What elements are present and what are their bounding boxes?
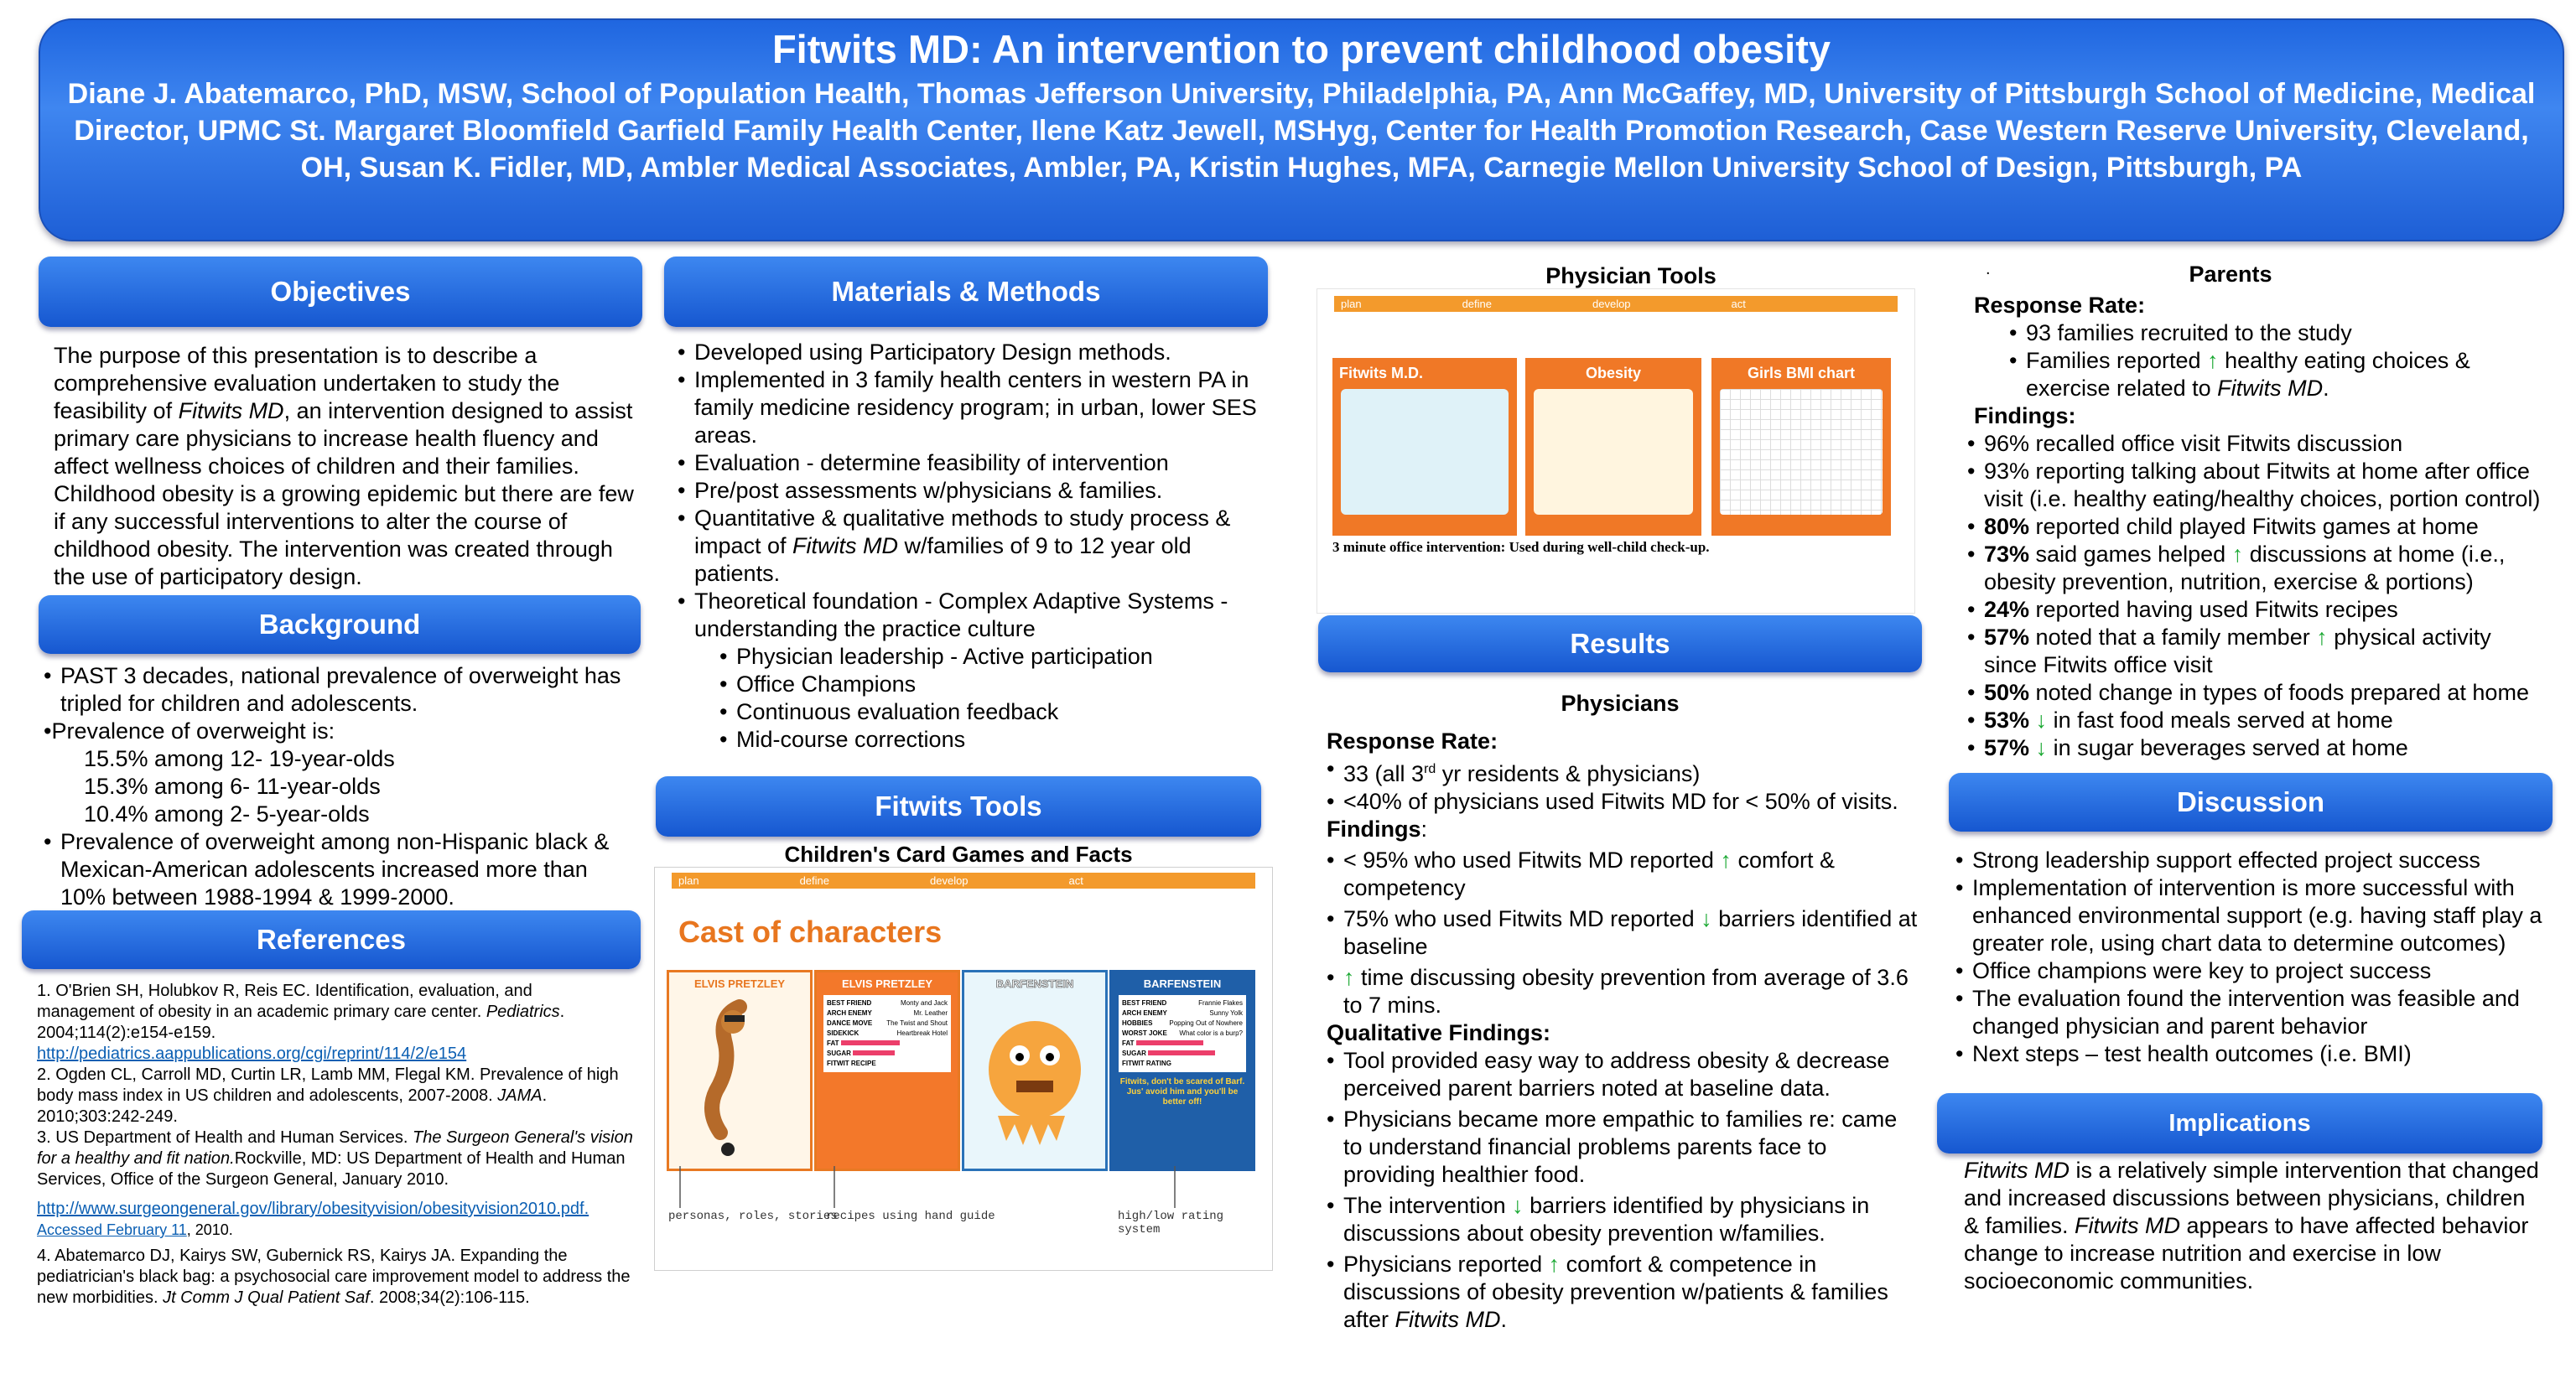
discussion-item: • The evaluation found the intervention was feasible and changed physician and parent behavior (1955, 985, 2549, 1040)
parents-findings-label: Findings: (1974, 403, 2076, 428)
parents-finding: • 80% reported child played Fitwits games at home (1967, 513, 2546, 541)
figure-label-rating: high/low rating system (1118, 1210, 1224, 1236)
results-heading: Results (1318, 615, 1922, 672)
background-rate-3: 10.4% among 2- 5-year-olds (84, 801, 370, 827)
physician-tools-figure (1317, 288, 1915, 614)
reference-4: 4. Abatemarco DJ, Kairys SW, Gubernick RS, Kairys JA. Expanding the pediatrician's black bag: a psychosocial care improvement model to address the new morbidities. Jt Comm J Qual Patient Saf. 2008;34(2):106-115. (37, 1247, 631, 1307)
parents-finding: • 57% noted that a family member ↑ physical activity since Fitwits office visit (1967, 624, 2546, 679)
decrease-arrow-icon: ↓ (1701, 906, 1712, 931)
physician-response-rate-label: Response Rate: (1327, 728, 1498, 754)
increase-arrow-icon: ↑ (1548, 1252, 1561, 1277)
decrease-arrow-icon: ↓ (1512, 1193, 1524, 1218)
discussion-heading: Discussion (1949, 773, 2553, 832)
figure-label-recipes: recipes using hand guide (826, 1210, 995, 1223)
methods-list (678, 339, 1265, 754)
background-prevalence-line: •Prevalence of overweight is: (44, 718, 335, 744)
physician-result: • 33 (all 3rd yr residents & physicians) (1327, 755, 1920, 788)
physician-tools-footer: 3 minute office intervention: Used during well-child check-up. (1332, 539, 1710, 555)
parents-dot: . (1986, 260, 1991, 278)
qualitative-result: • Physicians became more empathic to families re: came to understand financial problems parents face to providing healthier food. (1327, 1106, 1920, 1189)
parents-finding: • 57% ↓ in sugar beverages served at home (1967, 734, 2546, 762)
parents-result: • 93 families recruited to the study (2009, 319, 2546, 347)
parents-finding: • 93% reporting talking about Fitwits at home after office visit (i.e. healthy eating/healthy choices, portion control) (1967, 458, 2546, 513)
parents-finding: • 73% said games helped ↑ discussions at home (i.e., obesity prevention, nutrition, exercise & portions) (1967, 541, 2546, 596)
tools-caption: Children's Card Games and Facts (784, 842, 1133, 867)
objectives-text: The purpose of this presentation is to describe a comprehensive evaluation undertaken to study the feasibility of Fitwits MD, an intervention designed to assist primary care physicians to increase health fluency and affect wellness choices of children and their families. Childhood obesity is a growing epidemic but there are few if any successful interventions to alter the course of childhood obesity. The intervention was created through the use of participatory design. (54, 343, 634, 589)
physician-findings-label: Findings: (1327, 817, 1427, 842)
parents-finding: • 96% recalled office visit Fitwits discussion (1967, 430, 2546, 458)
methods-subitem: • Mid-course corrections (719, 726, 1265, 754)
reference-3-accessed[interactable]: Accessed February 11 (37, 1221, 187, 1238)
pretzel-character-icon (669, 990, 810, 1158)
methods-heading: Materials & Methods (664, 257, 1268, 327)
methods-item: • Theoretical foundation - Complex Adaptive Systems - understanding the practice culture (678, 588, 1265, 643)
qualitative-result: • The intervention ↓ barriers identified by physicians in discussions about obesity prevention w/families. (1327, 1192, 1920, 1247)
implications-text: Fitwits MD is a relatively simple intervention that changed and increased discussions between physicians, children & families. Fitwits MD appears to have affected behavior change to increase nutrition and exercise in low socioeconomic communities. (1964, 1158, 2539, 1293)
barfenstein-character-icon (964, 990, 1105, 1158)
methods-item: • Implemented in 3 family health centers in western PA in family medicine residency program; in urban, lower SES areas. (678, 366, 1265, 449)
physician-result: • 75% who used Fitwits MD reported ↓ barriers identified at baseline (1327, 905, 1920, 961)
author-affiliations: Diane J. Abatemarco, PhD, MSW, School of Population Health, Thomas Jefferson University, Philadelphia, PA, Ann McGaffey, MD, University of Pittsburgh School of Medicine, Medical Director, UPMC St. Margaret Bloomfield Garfield Family Health Center, Ilene Katz Jewell, MSHyg, Center for Health Promotion Research, Case Western Reserve University, Cleveland, OH, Susan K. Fidler, MD, Ambler Medical Associates, Ambler, PA, Kristin Hughes, MFA, Carnegie Mellon University School of Design, Pittsburgh, PA (67, 78, 2536, 184)
decrease-arrow-icon: ↓ (2035, 708, 2048, 733)
parents-response-rate-label: Response Rate: (1974, 293, 2146, 318)
parents-finding: • 53% ↓ in fast food meals served at home (1967, 707, 2546, 734)
background-text (44, 662, 635, 911)
background-rate-1: 15.5% among 12- 19-year-olds (84, 746, 395, 771)
card-elvis-pretzley: ELVIS PRETZLEY (667, 970, 813, 1171)
poster-header (39, 18, 2564, 241)
objectives-heading: Objectives (39, 257, 642, 327)
figure-label-personas: personas, roles, stories (668, 1210, 838, 1223)
card-barfenstein-stats: BARFENSTEIN BEST FRIEND Frannie Flakes ARCH ENEMY Sunny Yolk HOBBIES Popping Out of Nowhere WORST JOKE What color is a burp? FAT SUGAR FITWIT RATING Fitwits, don't be scared of Barf. Jus' avoid him and you'll be better off! (1109, 970, 1255, 1171)
figure-leader-lines (655, 1166, 1272, 1213)
background-bullet: • Prevalence of overweight among non-Hispanic black & Mexican-American adolescents increased more than 10% between 1988-1994 & 1999-2000. (44, 828, 635, 911)
methods-subitem: • Continuous evaluation feedback (719, 698, 1265, 726)
background-bullet: • PAST 3 decades, national prevalence of overweight has tripled for children and adolescents. (44, 662, 635, 718)
decrease-arrow-icon: ↓ (2035, 735, 2048, 760)
implications-heading: Implications (1937, 1093, 2542, 1153)
methods-subitem: • Office Champions (719, 671, 1265, 698)
physician-tools-caption: Physician Tools (1545, 263, 1716, 288)
background-rate-2: 15.3% among 6- 11-year-olds (84, 774, 381, 799)
references-heading: References (22, 910, 641, 969)
methods-item: • Developed using Participatory Design methods. (678, 339, 1265, 366)
tools-toolbar: plan define develop act (672, 873, 1255, 889)
methods-subitem: • Physician leadership - Active participation (719, 643, 1265, 671)
physician-toolbar: plan define develop act (1334, 296, 1898, 312)
panel-girls-bmi-chart: Girls BMI chart (1711, 358, 1891, 536)
discussion-item: • Next steps – test health outcomes (i.e. BMI) (1955, 1040, 2549, 1068)
methods-item: • Evaluation - determine feasibility of intervention (678, 449, 1265, 477)
panel-fitwits-md: Fitwits M.D. (1332, 358, 1517, 536)
background-heading: Background (39, 595, 641, 654)
parents-heading: Parents (2189, 262, 2272, 287)
parents-result: • Families reported ↑ healthy eating choices & exercise related to Fitwits MD. (2009, 347, 2546, 402)
parents-finding: • 50% noted change in types of foods prepared at home (1967, 679, 2546, 707)
children-card-games-figure (654, 867, 1273, 1271)
reference-3: 3. US Department of Health and Human Services. The Surgeon General's vision for a healthy and fit nation.Rockville, MD: US Department of Health and Human Services, Office of the Surgeon General, January 2010. http://www.surgeongeneral.gov/library/obesityvision/obesityvision2010.pdf. Accessed February 11, 2010. (37, 1128, 633, 1238)
panel-obesity: Obesity (1525, 358, 1701, 536)
results-physicians-subheading: Physicians (1561, 691, 1680, 716)
physician-result: • <40% of physicians used Fitwits MD for < 50% of visits. (1327, 788, 1920, 816)
qualitative-result: • Tool provided easy way to address obesity & decrease perceived parent barriers noted at baseline data. (1327, 1047, 1920, 1102)
card-elvis-pretzley-stats: ELVIS PRETZLEY BEST FRIEND Monty and Jack ARCH ENEMY Mr. Leather DANCE MOVE The Twist and Shout SIDEKICK Heartbreak Hotel FAT SUGAR FITWIT RECIPE (814, 970, 960, 1171)
increase-arrow-icon: ↑ (2231, 542, 2244, 567)
poster-title: Fitwits MD: An intervention to prevent childhood obesity (771, 27, 1831, 71)
tools-heading: Fitwits Tools (656, 776, 1261, 837)
parents-text (1967, 292, 2546, 762)
discussion-item: • Implementation of intervention is more successful with enhanced environmental support (e.g. having staff play a greater role, using chart data to determine outcomes) (1955, 874, 2549, 957)
increase-arrow-icon: ↑ (1343, 965, 1355, 990)
discussion-item: • Strong leadership support effected project success (1955, 847, 2549, 874)
parents-finding: • 24% reported having used Fitwits recipes (1967, 596, 2546, 624)
qualitative-findings-label: Qualitative Findings: (1327, 1020, 1551, 1045)
methods-item: • Pre/post assessments w/physicians & families. (678, 477, 1265, 505)
discussion-item: • Office champions were key to project success (1955, 957, 2549, 985)
reference-2: 2. Ogden CL, Carroll MD, Curtin LR, Lamb MM, Flegal KM. Prevalence of high body mass index in US children and adolescents, 2007-2008. JAMA. 2010;303:242-249. (37, 1065, 619, 1126)
results-physicians-text (1327, 728, 1920, 1334)
cast-of-characters-title: Cast of characters (678, 915, 943, 949)
methods-item: • Quantitative & qualitative methods to study process & impact of Fitwits MD w/families of 9 to 12 year old patients. (678, 505, 1265, 588)
reference-1: 1. O'Brien SH, Holubkov R, Reis EC. Identification, evaluation, and management of obesity in an academic primary care center. Pediatrics. 2004;114(2):e154-e159. http://pediatrics.aappublications.org/cgi/reprint/114/2/e154 (37, 982, 565, 1063)
reference-3-link[interactable]: http://www.surgeongeneral.gov/library/obesityvision/obesityvision2010.pdf. (37, 1200, 589, 1218)
discussion-list (1952, 847, 2549, 1068)
reference-1-link[interactable]: http://pediatrics.aappublications.org/cgi/reprint/114/2/e154 (37, 1045, 467, 1063)
references-list (37, 981, 634, 1309)
increase-arrow-icon: ↑ (2207, 348, 2219, 373)
physician-result: • < 95% who used Fitwits MD reported ↑ comfort & competency (1327, 847, 1920, 902)
increase-arrow-icon: ↑ (2316, 625, 2328, 650)
qualitative-result: • Physicians reported ↑ comfort & competence in discussions of obesity prevention w/patients & families after Fitwits MD. (1327, 1251, 1920, 1334)
increase-arrow-icon: ↑ (1720, 848, 1732, 873)
physician-result: • ↑ time discussing obesity prevention from average of 3.6 to 7 mins. (1327, 964, 1920, 1019)
card-barfenstein: BARFENSTEIN (962, 970, 1108, 1171)
